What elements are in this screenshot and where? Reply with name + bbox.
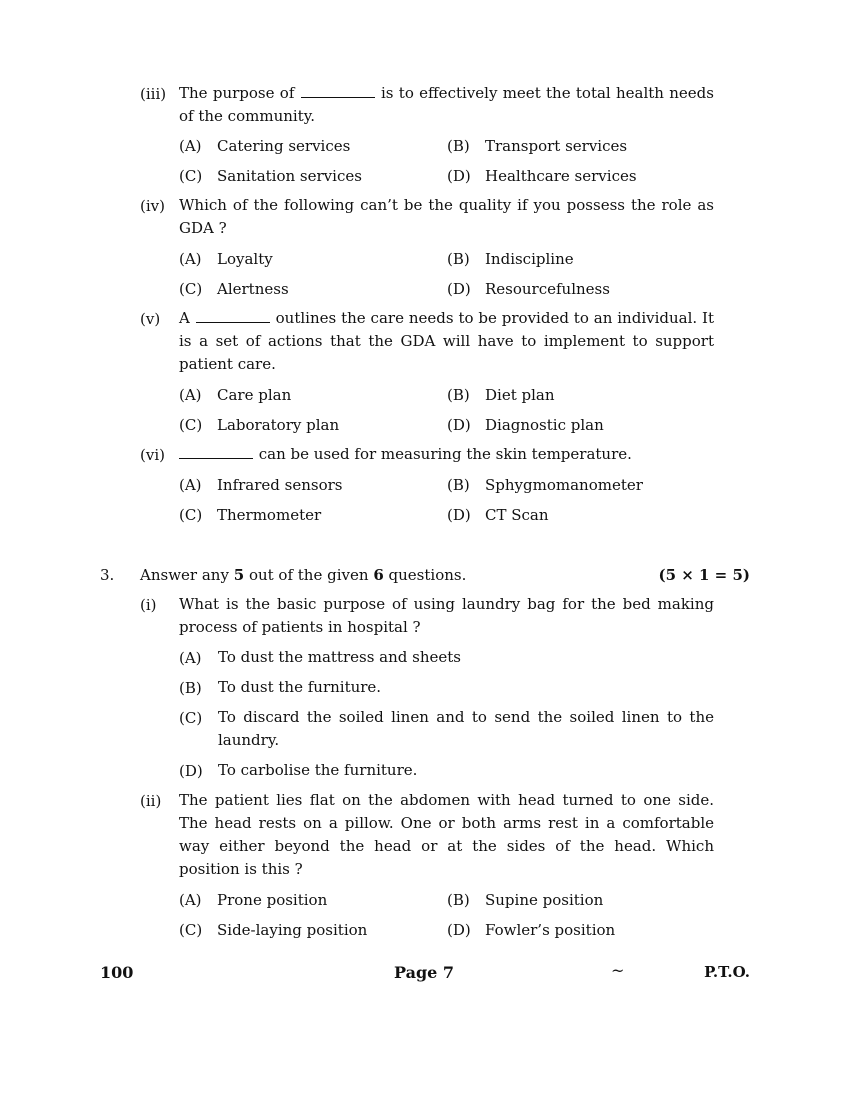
pto-label: P.T.O. bbox=[704, 963, 750, 981]
option-b: (B) Transport services bbox=[447, 137, 628, 155]
option-a: (A) Loyalty bbox=[179, 250, 273, 268]
paper-code: 100 bbox=[100, 963, 134, 982]
question-text: What is the basic purpose of using laundry bag for the bed making process of patients in hospital ? bbox=[179, 595, 714, 636]
question-text: The purpose of is to effectively meet the total health needs of the community. bbox=[179, 84, 714, 125]
question-number: 3. bbox=[100, 566, 115, 584]
marks-allocation: (5 × 1 = 5) bbox=[658, 566, 750, 584]
blank-line bbox=[196, 310, 270, 323]
option-c: (C) Alertness bbox=[179, 280, 289, 298]
option-d: (D) Fowler’s position bbox=[447, 921, 616, 939]
option-label: (B) bbox=[179, 679, 202, 697]
option-a: (A) Infrared sensors bbox=[179, 476, 343, 494]
option-c: (C) Thermometer bbox=[179, 506, 322, 524]
option-text: To dust the furniture. bbox=[218, 678, 382, 696]
option-label: (C) bbox=[179, 709, 203, 727]
option-text: To carbolise the furniture. bbox=[218, 761, 418, 779]
tilde-mark: ~ bbox=[611, 961, 625, 980]
option-c: (C) Laboratory plan bbox=[179, 416, 340, 434]
option-text: To discard the soiled linen and to send the soiled linen to the laundry. bbox=[218, 708, 714, 749]
option-b: (B) Sphygmomanometer bbox=[447, 476, 643, 494]
question-number: (v) bbox=[140, 310, 161, 328]
question-text: can be used for measuring the skin temperature. bbox=[179, 443, 714, 466]
question-number: (iv) bbox=[140, 197, 165, 215]
question-text: A outlines the care needs to be provided to an individual. It is a set of actions that the GDA will have to implement to support patient care. bbox=[179, 309, 715, 373]
page-number: Page 7 bbox=[394, 963, 455, 982]
option-d: (D) Healthcare services bbox=[447, 167, 637, 185]
option-a: (A) Prone position bbox=[179, 891, 328, 909]
option-b: (B) Diet plan bbox=[447, 386, 555, 404]
option-b: (B) Indiscipline bbox=[447, 250, 574, 268]
option-text: To dust the mattress and sheets bbox=[218, 648, 461, 666]
option-d: (D) CT Scan bbox=[447, 506, 549, 524]
question-text: The patient lies flat on the abdomen with head turned to one side. The head rests on a pillow. One or both arms rest in a comfortable way either beyond the head or at the sides of the head. Which position is this ? bbox=[179, 791, 714, 878]
blank-line bbox=[301, 85, 375, 98]
option-label: (A) bbox=[179, 649, 202, 667]
question-number: (ii) bbox=[140, 792, 162, 810]
option-d: (D) Diagnostic plan bbox=[447, 416, 604, 434]
blank-line bbox=[179, 446, 253, 459]
question-number: (iii) bbox=[140, 85, 167, 103]
question-number: (vi) bbox=[140, 446, 165, 464]
option-a: (A) Catering services bbox=[179, 137, 351, 155]
question-text: Which of the following can’t be the quality if you possess the role as GDA ? bbox=[179, 196, 714, 237]
question-number: (i) bbox=[140, 596, 157, 614]
section-instruction: Answer any 5 out of the given 6 questions. bbox=[140, 566, 467, 584]
option-b: (B) Supine position bbox=[447, 891, 604, 909]
option-a: (A) Care plan bbox=[179, 386, 292, 404]
option-c: (C) Sanitation services bbox=[179, 167, 362, 185]
option-c: (C) Side-laying position bbox=[179, 921, 368, 939]
option-label: (D) bbox=[179, 762, 203, 780]
option-d: (D) Resourcefulness bbox=[447, 280, 610, 298]
